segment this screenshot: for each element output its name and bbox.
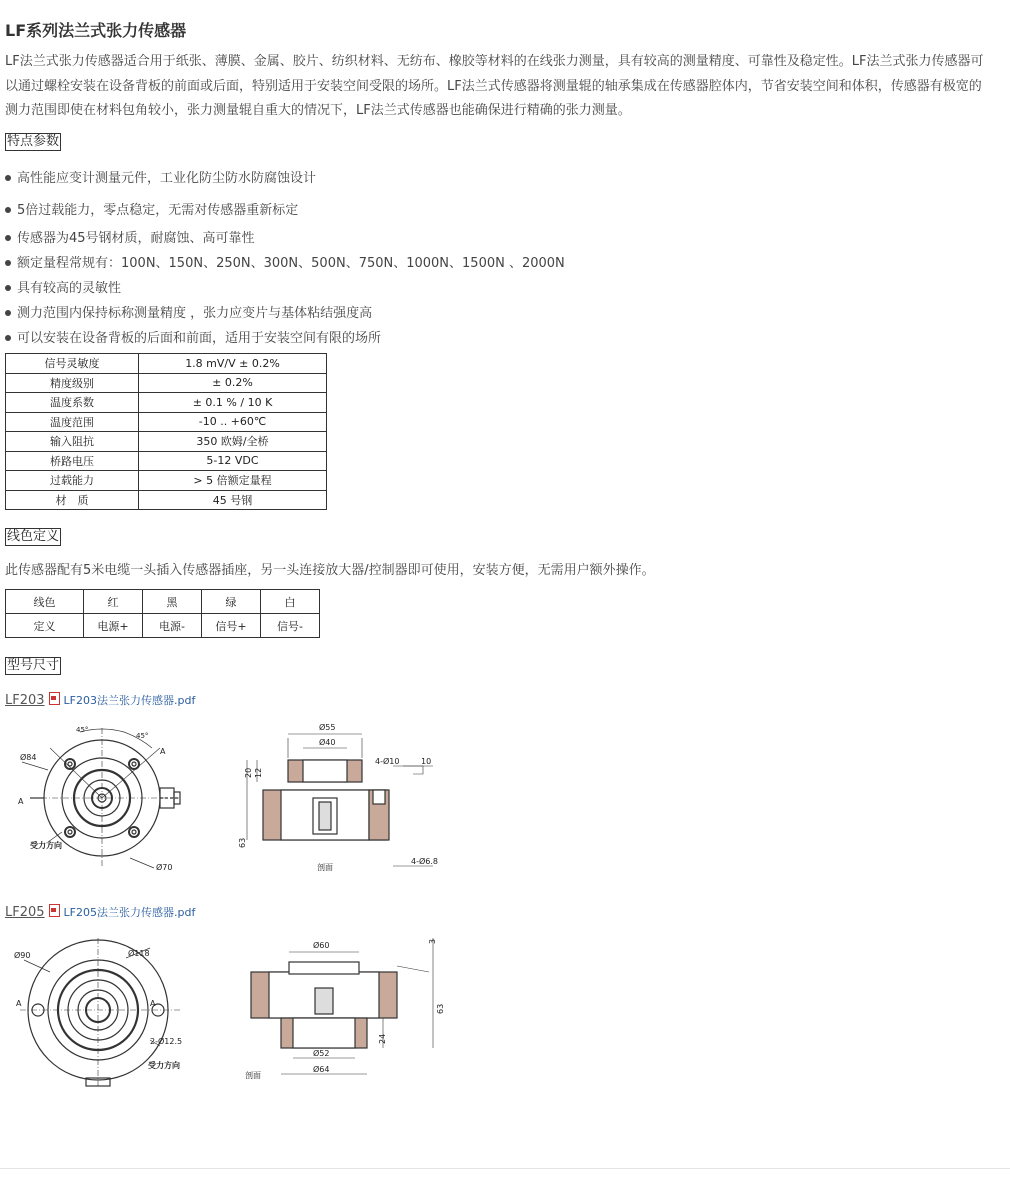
dim-label: 63 <box>436 1003 445 1014</box>
model-lf203 <box>5 691 195 708</box>
wire-cell: 信号+ <box>202 614 261 638</box>
model-name: LF203 <box>5 693 45 708</box>
dim-label: 45° <box>136 732 149 740</box>
table-row <box>6 412 327 432</box>
spec-key: 信号灵敏度 <box>6 354 139 374</box>
wire-header-cell: 红 <box>84 590 143 614</box>
dim-label: Ø118 <box>128 949 150 958</box>
pdf-icon <box>49 904 60 917</box>
dim-label: 24 <box>378 1033 387 1044</box>
wire-header-cell: 线色 <box>6 590 84 614</box>
dim-label: Ø40 <box>319 738 336 747</box>
dim-label: 20 <box>244 767 253 778</box>
spec-value: 45 号钢 <box>139 490 327 510</box>
wire-cell: 电源+ <box>84 614 143 638</box>
intro-paragraph: LF法兰式张力传感器适合用于纸张、薄膜、金属、胶片、纺织材料、无纺布、橡胶等材料的在线张力测量，具有较高的测量精度、可靠性及稳定性。LF法兰式张力传感器可以通过螺栓安装在设备背板的前面或后面，特别适用于安装空间受限的场所。LF法兰式传感器将测量辊的轴承集成在传感器腔体内，节省安装空间和体积，传感器有极宽的测力范围即使在材料包角较小，张力测量辊自重大的情况下，LF法兰式传感器也能确保进行精确的张力测量。 <box>5 54 984 118</box>
wire-cell: 信号- <box>261 614 320 638</box>
table-row <box>6 490 327 510</box>
section-label: 剖面 <box>317 863 333 872</box>
dim-label: 4-Ø10 <box>375 757 400 766</box>
spec-value: 5-12 VDC <box>139 451 327 471</box>
models-heading: 型号尺寸 <box>7 658 60 673</box>
table-row <box>6 451 327 471</box>
page-title: LF系列法兰式张力传感器 <box>5 21 187 40</box>
lf203-front-view <box>10 718 210 878</box>
dim-label: Ø84 <box>20 753 37 762</box>
dim-label: Ø60 <box>313 941 330 950</box>
features-heading: 特点参数 <box>7 134 60 149</box>
table-row <box>6 432 327 452</box>
dim-label: Ø90 <box>14 951 31 960</box>
model-name: LF205 <box>5 905 45 920</box>
lf203-section-view <box>233 718 453 880</box>
spec-value: 350 欧姆/全桥 <box>139 432 327 452</box>
dim-label: 63 <box>238 837 247 848</box>
wire-cell: 电源- <box>143 614 202 638</box>
dim-label: Ø52 <box>313 1049 330 1058</box>
wiring-description: 此传感器配有5米电缆一头插入传感器插座，另一头连接放大器/控制器即可使用，安装方便，无需用户额外操作。 <box>5 563 655 578</box>
dim-label: 3 <box>428 938 437 944</box>
force-direction-label: 受力方向 <box>30 841 62 850</box>
section-label: 剖面 <box>245 1071 261 1080</box>
spec-value: -10 .. +60℃ <box>139 412 327 432</box>
section-mark: A <box>16 999 22 1008</box>
pdf-link[interactable]: LF203法兰张力传感器.pdf <box>63 694 196 707</box>
dim-label: 45° <box>76 726 89 734</box>
dim-label: 4-Ø6.8 <box>411 857 438 866</box>
spec-key: 精度级别 <box>6 373 139 393</box>
lf205-section-view <box>233 932 453 1090</box>
spec-key: 温度系数 <box>6 393 139 413</box>
list-item: 具有较高的灵敏性 <box>5 277 121 296</box>
list-item: 5倍过载能力，零点稳定，无需对传感器重新标定 <box>5 199 298 218</box>
bullet-icon <box>5 235 11 241</box>
pdf-icon <box>49 692 60 705</box>
spec-table <box>5 353 327 510</box>
bullet-icon <box>5 335 11 341</box>
spec-key: 桥路电压 <box>6 451 139 471</box>
dim-label: 12 <box>254 767 263 778</box>
dim-label: Ø64 <box>313 1065 330 1074</box>
bullet-icon <box>5 285 11 291</box>
force-direction-label: 受力方向 <box>148 1061 180 1070</box>
list-item: 可以安装在设备背板的后面和前面，适用于安装空间有限的场所 <box>5 327 381 346</box>
section-mark: A <box>160 747 166 756</box>
table-row <box>6 373 327 393</box>
spec-value: > 5 倍额定量程 <box>139 471 327 491</box>
table-row <box>6 354 327 374</box>
bullet-icon <box>5 207 11 213</box>
spec-value: ± 0.2% <box>139 373 327 393</box>
table-row <box>6 471 327 491</box>
spec-key: 材 质 <box>6 490 139 510</box>
pdf-link[interactable]: LF205法兰张力传感器.pdf <box>63 906 196 919</box>
list-item: 额定量程常规有：100N、150N、250N、300N、500N、750N、1000N、1500N 、2000N <box>5 252 565 271</box>
footer-divider <box>0 1168 1010 1169</box>
model-lf205 <box>5 903 195 920</box>
list-item: 高性能应变计测量元件，工业化防尘防水防腐蚀设计 <box>5 167 316 186</box>
wiring-heading: 线色定义 <box>7 529 60 544</box>
lf205-front-view <box>10 938 210 1088</box>
spec-value: 1.8 mV/V ± 0.2% <box>139 354 327 374</box>
table-row <box>6 590 320 614</box>
bullet-icon <box>5 310 11 316</box>
wiring-table <box>5 589 320 638</box>
wire-header-cell: 黑 <box>143 590 202 614</box>
wire-header-cell: 绿 <box>202 590 261 614</box>
bullet-icon <box>5 260 11 266</box>
spec-value: ± 0.1 % / 10 K <box>139 393 327 413</box>
section-mark: A <box>150 999 156 1008</box>
list-item: 传感器为45号钢材质，耐腐蚀、高可靠性 <box>5 227 255 246</box>
spec-key: 过载能力 <box>6 471 139 491</box>
dim-label: Ø55 <box>319 723 336 732</box>
dim-label: Ø70 <box>156 863 173 872</box>
spec-key: 温度范围 <box>6 412 139 432</box>
table-row <box>6 393 327 413</box>
list-item: 测力范围内保持标称测量精度 ，张力应变片与基体粘结强度高 <box>5 302 372 321</box>
section-mark: A <box>18 797 24 806</box>
wire-header-cell: 白 <box>261 590 320 614</box>
table-row <box>6 614 320 638</box>
bullet-icon <box>5 175 11 181</box>
dim-label: 2-Ø12.5 <box>150 1037 183 1046</box>
wire-cell: 定义 <box>6 614 84 638</box>
spec-key: 输入阻抗 <box>6 432 139 452</box>
dim-label: 10 <box>421 757 432 766</box>
